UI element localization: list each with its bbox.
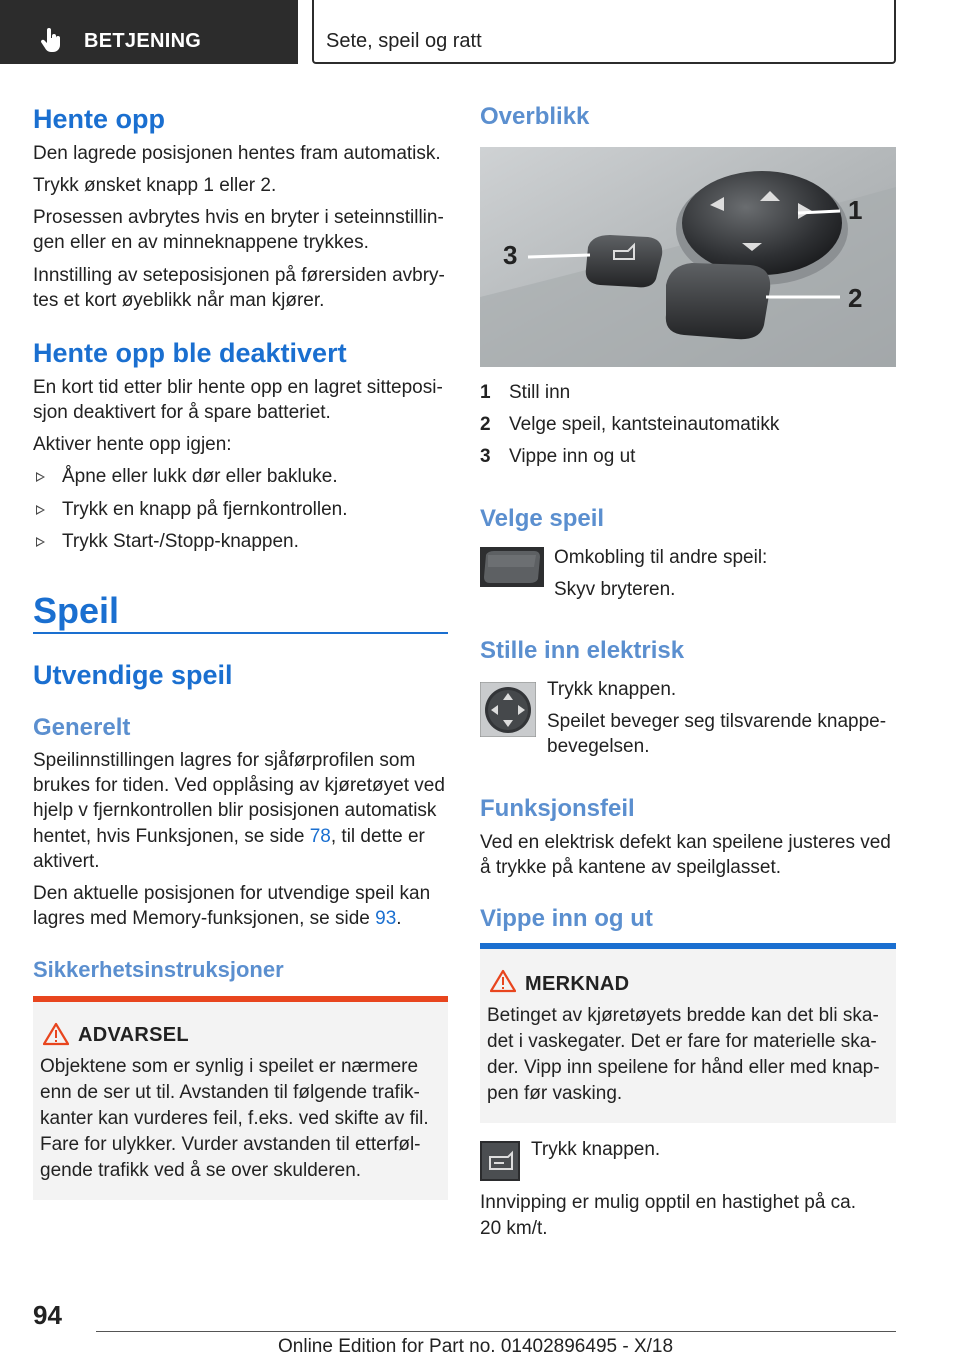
- paragraph: Aktiver hente opp igjen:: [33, 434, 232, 455]
- paragraph: bevegelsen.: [547, 736, 650, 757]
- heading-rule: [33, 632, 448, 634]
- footer-rule: [96, 1331, 896, 1332]
- paragraph: Ved en elektrisk defekt kan speilene justeres ved: [480, 832, 891, 853]
- paragraph: 20 km/t.: [480, 1218, 548, 1239]
- paragraph: Speilinnstillingen lagres for sjåførprofilen som: [33, 750, 416, 771]
- paragraph: gen eller en av minneknappene trykkes.: [33, 232, 369, 253]
- warning-triangle-icon: [43, 1022, 69, 1046]
- paragraph: Den lagrede posisjonen hentes fram automatisk.: [33, 143, 441, 164]
- heading-funksjonsfeil: Funksjonsfeil: [480, 795, 635, 822]
- notice-title: MERKNAD: [525, 973, 630, 995]
- warning-triangle-icon: [490, 969, 516, 993]
- mirror-controls-photo: [480, 147, 896, 367]
- warning-box: [33, 996, 448, 1200]
- paragraph: Trykk knappen.: [531, 1139, 661, 1160]
- notice-box: [480, 943, 896, 1123]
- heading-vippe: Vippe inn og ut: [480, 905, 653, 932]
- photo-label-1: 1: [848, 195, 863, 225]
- paragraph: hentet, hvis Funksjonen, se side 78, til dette er: [33, 826, 425, 847]
- notice-text: Betinget av kjøretøyets bredde kan det bli ska‐ det i vaskegater. Det er fare for materielle ska‐ der. Vipp inn speilene for hånd eller med knap‐ pen før vasking.: [487, 1005, 880, 1104]
- heading-deaktivert: Hente opp ble deaktivert: [33, 338, 347, 368]
- heading-velge-speil: Velge speil: [480, 505, 605, 532]
- hand-pointer-icon: [40, 28, 62, 52]
- triangle-bullet-icon: [36, 472, 45, 482]
- page-number: 94: [33, 1300, 62, 1330]
- paragraph: lagres med Memory-funksjonen, se side 93.: [33, 908, 402, 929]
- paragraph: Innvipping er mulig opptil en hastighet på ca.: [480, 1192, 857, 1213]
- paragraph: Prosessen avbrytes hvis en bryter i seteinnstillin‐: [33, 207, 444, 228]
- heading-overblikk: Overblikk: [480, 103, 590, 130]
- chapter-heading-speil: Speil: [33, 590, 120, 631]
- paragraph: sjon deaktivert for å spare batteriet.: [33, 402, 331, 423]
- paragraph: Speilet beveger seg tilsvarende knappe‐: [547, 711, 887, 732]
- heading-stille-inn: Stille inn elektrisk: [480, 637, 685, 664]
- notice-bar: [480, 943, 896, 949]
- page-link-78[interactable]: 78: [309, 826, 331, 847]
- edition-text: Online Edition for Part no. 01402896495 - X/18: [278, 1336, 674, 1357]
- warning-text: Objektene som er synlig i speilet er nærmere enn de ser ut til. Avstanden til følgende trafik‐ kanter kan vurderes feil, f.eks. ved skifte av fil. Fare for ulykker. Vurder avstanden til etterføl‐ gende trafikk ved å se over skulderen.: [40, 1056, 429, 1181]
- paragraph: Omkobling til andre speil:: [554, 547, 768, 568]
- heading-hente-opp: Hente opp: [33, 104, 165, 134]
- photo-label-3: 3: [503, 240, 518, 270]
- heading-utvendige-speil: Utvendige speil: [33, 660, 233, 690]
- triangle-bullet-icon: [36, 537, 45, 547]
- warning-title: ADVARSEL: [78, 1024, 189, 1046]
- triangle-bullet-icon: [36, 505, 45, 515]
- heading-generelt: Generelt: [33, 714, 131, 741]
- warning-bar: [33, 996, 448, 1002]
- paragraph: aktivert.: [33, 851, 100, 872]
- paragraph: Trykk ønsket knapp 1 eller 2.: [33, 175, 277, 196]
- section-label: BETJENING: [84, 30, 202, 52]
- mirror-selector-switch-icon: [480, 547, 544, 587]
- paragraph: tes et kort øyeblikk når man kjører.: [33, 290, 325, 311]
- photo-label-2: 2: [848, 283, 863, 313]
- chapter-title: Sete, speil og ratt: [326, 30, 482, 52]
- mirror-adjust-knob-icon: [480, 682, 536, 737]
- heading-sikkerhet: Sikkerhetsinstruksjoner: [33, 957, 284, 982]
- paragraph: Skyv bryteren.: [554, 579, 676, 600]
- paragraph: brukes for tiden. Ved opplåsing av kjøretøyet ved: [33, 775, 445, 796]
- page-link-93[interactable]: 93: [375, 908, 397, 929]
- paragraph: hjelp v fjernkontrollen blir posisjonen automatisk: [33, 800, 437, 821]
- paragraph: Trykk knappen.: [547, 679, 677, 700]
- fold-mirror-button-icon: [480, 1141, 520, 1181]
- paragraph: En kort tid etter blir hente opp en lagret sitteposi‐: [33, 377, 443, 398]
- paragraph: Innstilling av seteposisjonen på førersiden avbry‐: [33, 265, 445, 286]
- paragraph: å trykke på kantene av speilglasset.: [480, 857, 782, 878]
- paragraph: Den aktuelle posisjonen for utvendige speil kan: [33, 883, 431, 904]
